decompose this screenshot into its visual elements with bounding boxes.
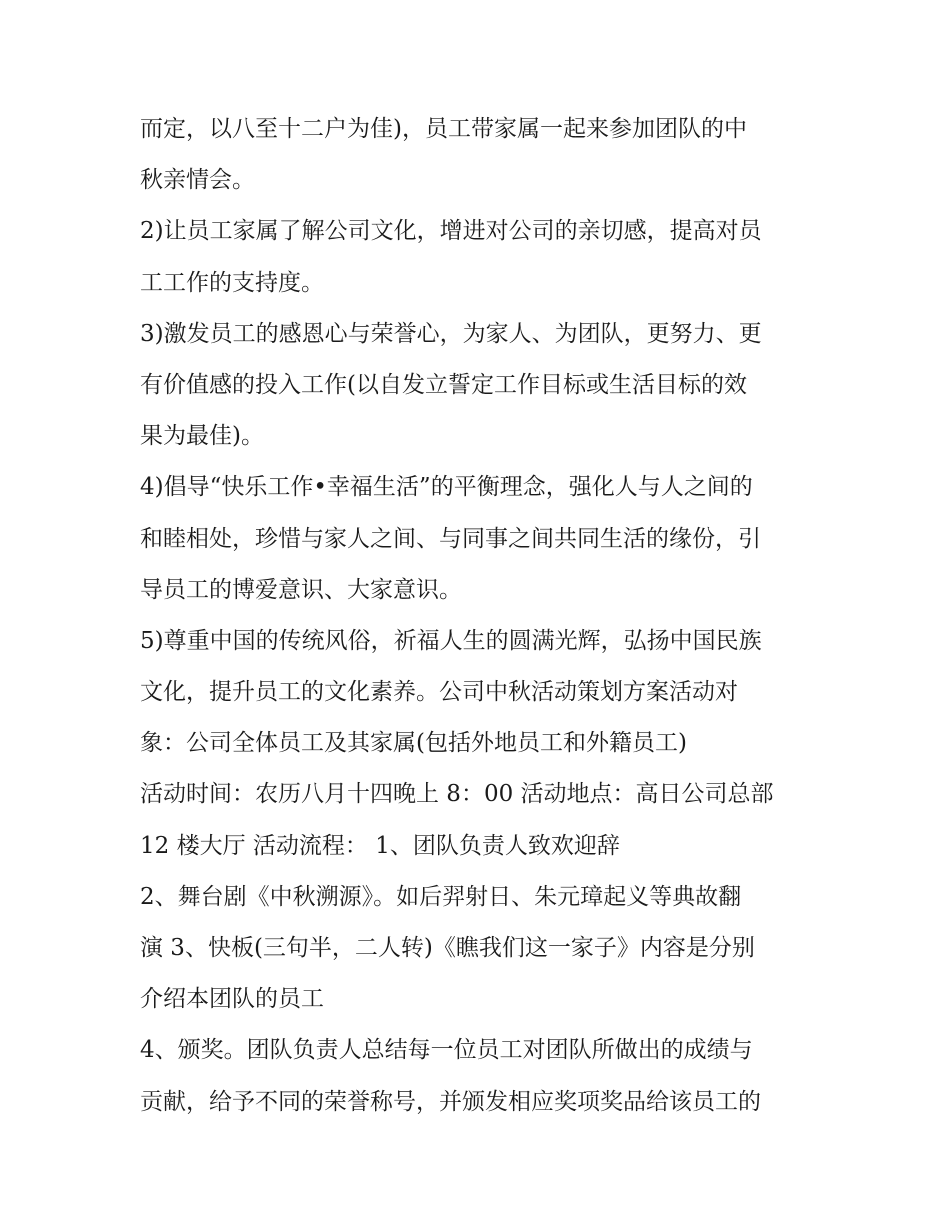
document-body [140, 104, 830, 1128]
text-line: 3)激发员工的感恩心与荣誉心，为家人、为团队，更努力、更 [140, 320, 762, 347]
text-line: 4)倡导“快乐工作•幸福生活”的平衡理念，强化人与人之间的 [140, 474, 753, 501]
text-line: 象：公司全体员工及其家属(包括外地员工和外籍员工) [140, 730, 687, 757]
text-line: 2、舞台剧《中秋溯源》。如后羿射日、朱元璋起义等典故翻 [140, 883, 742, 910]
text-line: 演 3、快板(三句半，二人转)《瞧我们这一家子》内容是分别 [140, 935, 755, 961]
text-line: 4、颁奖。团队负责人总结每一位员工对团队所做出的成绩与 [140, 1037, 753, 1064]
text-line: 介绍本团队的员工 [140, 986, 324, 1013]
text-line: 而定，以八至十二户为佳)，员工带家属一起来参加团队的中 [140, 116, 747, 142]
text-line: 2)让员工家属了解公司文化，增进对公司的亲切感，提高对员 [140, 218, 762, 245]
text-line: 和睦相处，珍惜与家人之间、与同事之间共同生活的缘份，引 [140, 525, 761, 552]
text-line: 活动时间：农历八月十四晚上 8：00 活动地点：高日公司总部 [140, 781, 774, 808]
text-line: 工工作的支持度。 [140, 269, 324, 296]
text-line: 贡献，给予不同的荣誉称号，并颁发相应奖项奖品给该员工的 [140, 1088, 761, 1115]
text-line: 12 楼大厅 活动流程： 1、团队负责人致欢迎辞 [140, 832, 620, 859]
text-line: 果为最佳)。 [140, 423, 264, 450]
text-line: 秋亲情会。 [140, 167, 255, 194]
text-line: 有价值感的投入工作(以自发立誓定工作目标或生活目标的效 [140, 371, 747, 398]
text-line: 导员工的博爱意识、大家意识。 [140, 576, 462, 603]
text-line: 文化，提升员工的文化素养。公司中秋活动策划方案活动对 [140, 679, 738, 706]
text-line: 5)尊重中国的传统风俗，祈福人生的圆满光辉，弘扬中国民族 [140, 627, 762, 654]
